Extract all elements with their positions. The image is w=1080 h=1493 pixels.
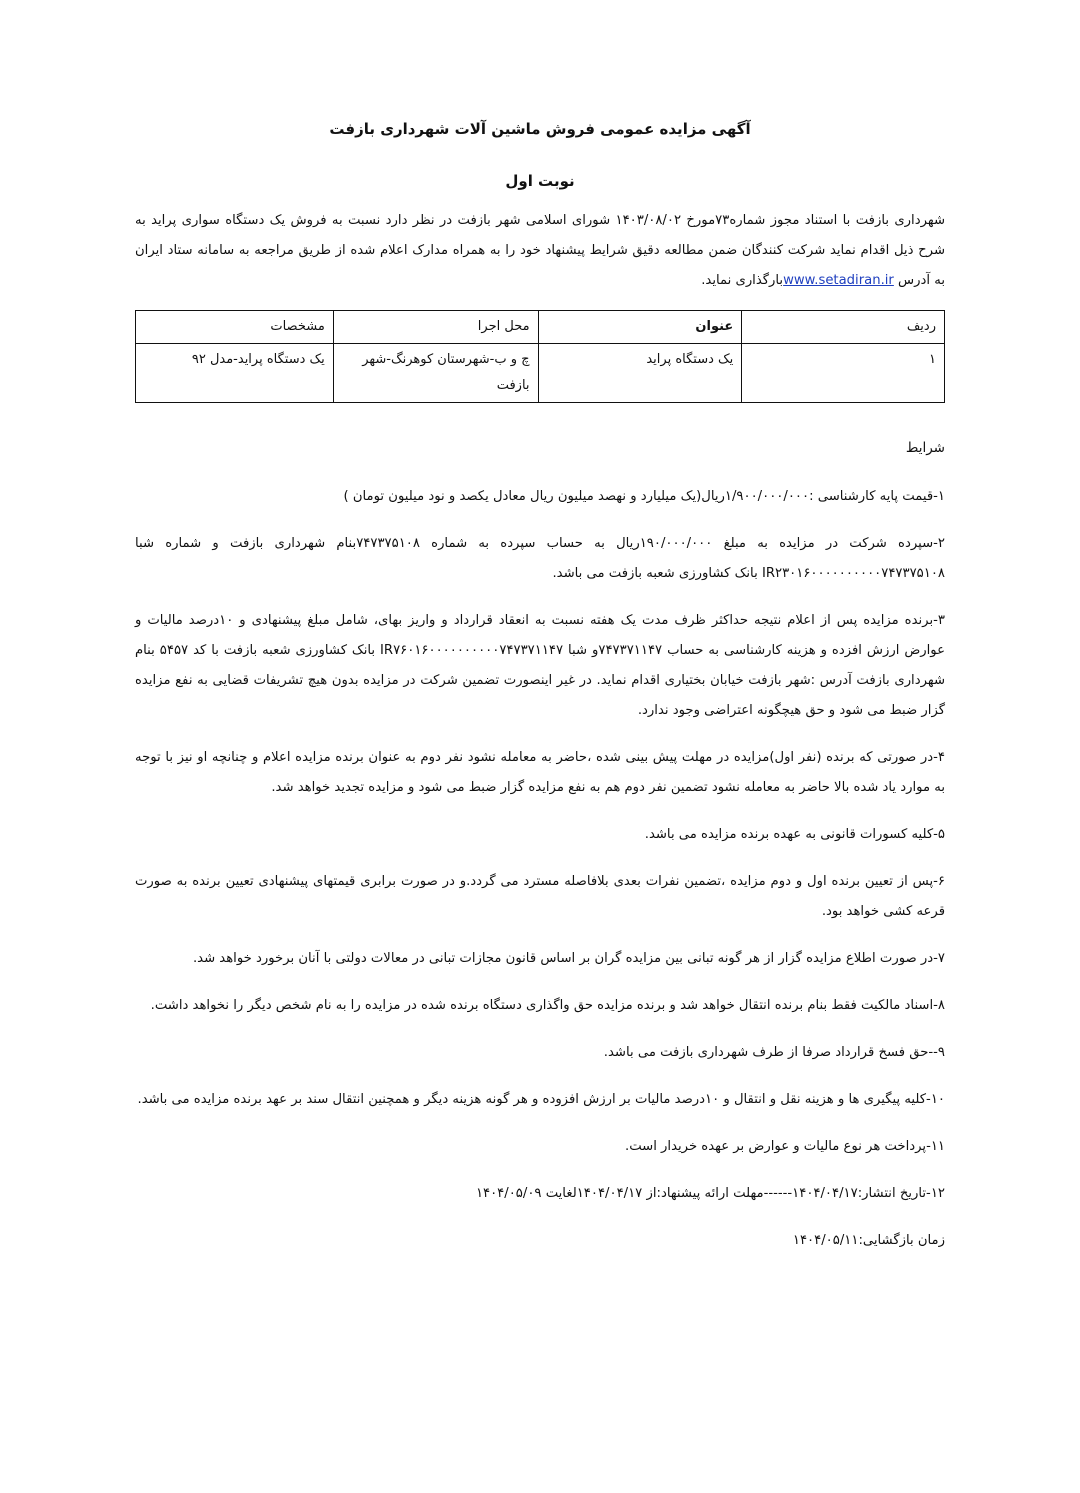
document-subtitle: نوبت اول: [505, 172, 575, 190]
cell-location: چ و ب-شهرستان کوهرنگ-شهر بازفت: [333, 344, 538, 403]
cell-title: یک دستگاه پراید: [538, 344, 742, 403]
condition-item: ۵-کلیه کسورات قانونی به عهده برنده مزایده می باشد.: [644, 827, 945, 842]
header-title: عنوان: [538, 311, 742, 344]
table-header-row: [136, 311, 945, 344]
cell-row-number: ۱: [742, 344, 945, 403]
condition-item: ۳-برنده مزایده پس از اعلام نتیجه حداکثر ظرف مدت یک هفته نسبت به انعقاد قرارداد و واریز بهای، شامل مبلغ پیشنهادی و ۱۰درصد مالیات و عوارض ارزش افزده و هزینه کارشناسی به حساب ۷۴۷۳۷۱۱۴۷و شبا IR۷۶۰۱۶۰۰۰۰۰۰۰۰۰۰۷۴۷۳۷۱۱۴۷ بانک کشاورزی شعبه بازفت با کد ۵۴۵۷ بنام شهرداری بازفت آدرس :شهر بازفت خیابان بختیاری اقدام نماید. در غیر اینصورت تضمین شرکت در مزایده بدون هیچ تشریفات قضایی به نفع مزایده گزار ضبط می شود و حق هیچگونه اعتراضی وجود ندارد.: [135, 613, 945, 718]
condition-item: ۹--حق فسخ قرارداد صرفا از طرف شهرداری بازفت می باشد.: [603, 1045, 945, 1060]
condition-item: ۸-اسناد مالکیت فقط بنام برنده انتقال خواهد شد و برنده مزایده حق واگذاری دستگاه برنده شده در مزایده را به نام شخص دیگر را نخواهد داشت.: [150, 998, 945, 1013]
intro-text-end: بارگذاری نماید.: [701, 273, 784, 288]
intro-paragraph: [135, 206, 945, 296]
cell-specs: یک دستگاه پراید-مدل ۹۲: [136, 344, 334, 403]
header-row-number: ردیف: [742, 311, 945, 344]
setadiran-link[interactable]: www.setadiran.ir: [783, 273, 894, 288]
condition-item: ۷-در صورت اطلاع مزایده گزار از هر گونه تبانی بین مزایده گران بر اساس قانون مجازات تبانی در معالات دولتی با آنان برخورد خواهد شد.: [192, 951, 945, 966]
condition-item: ۱۰-کلیه پیگیری ها و هزینه نقل و انتقال و ۱۰درصد مالیات بر ارزش افزوده و هر گونه هزینه دیگر و همچنین انتقال سند بر عهد برنده مزایده می باشد.: [137, 1092, 945, 1107]
intro-text: شهرداری بازفت با استناد مجوز شماره۷۳مورخ ۱۴۰۳/۰۸/۰۲ شورای اسلامی شهر بازفت در نظر دارد نسبت به فروش یک دستگاه سواری پراید به شرح ذیل اقدام نماید شرکت کنندگان ضمن مطالعه دقیق شرایط پیشنهاد خود را به همراه مدارک اعلام شده از طریق مراجعه به سامانه ستاد ایران به آدرس: [135, 213, 945, 288]
conditions-list: [135, 482, 945, 1273]
condition-item: ۴-در صورتی که برنده (نفر اول)مزایده در مهلت پیش بینی شده ،حاضر به معامله نشود نفر دوم به عنوان برنده مزایده اعلام و چنانچه او نیز با توجه به موارد یاد شده بالا حاضر به معامله نشود تضمین نفر دوم هم به نفع مزایده گزار ضبط می شود و مزایده تجدید خواهد شد.: [135, 750, 945, 795]
opening-time: زمان بازگشایی:۱۴۰۴/۰۵/۱۱: [792, 1233, 945, 1248]
condition-item: ۱۱-پرداخت هر نوع مالیات و عوارض بر عهده خریدار است.: [625, 1139, 945, 1154]
condition-item: ۶-پس از تعیین برنده اول و دوم مزایده ،تضمین نفرات بعدی بلافاصله مسترد می گردد.و در صورت برابری قیمتهای پیشنهادی تعیین برنده به صورت قرعه کشی خواهد بود.: [135, 874, 945, 919]
conditions-heading: شرایط: [905, 440, 945, 456]
document-title: آگهی مزایده عمومی فروش ماشین آلات شهرداری بازفت: [329, 120, 751, 138]
header-specs: مشخصات: [136, 311, 334, 344]
condition-item: ۱-قیمت پایه کارشناسی :۱/۹۰۰/۰۰۰/۰۰۰ریال(یک میلیارد و نهصد میلیون ریال معادل یکصد و نود میلیون تومان ): [343, 489, 945, 504]
header-location: محل اجرا: [333, 311, 538, 344]
condition-item: ۱۲-تاریخ انتشار:۱۴۰۴/۰۴/۱۷------مهلت ارائه پیشنهاد:از ۱۴۰۴/۰۴/۱۷لغایت ۱۴۰۴/۰۵/۰۹: [475, 1186, 945, 1201]
items-table: [135, 310, 945, 403]
table-row: [136, 344, 945, 403]
condition-item: ۲-سپرده شرکت در مزایده به مبلغ ۱۹۰/۰۰۰/۰۰۰ریال به حساب سپرده به شماره ۷۴۷۳۷۵۱۰۸بنام شهرداری بازفت و شماره شبا IR۲۳۰۱۶۰۰۰۰۰۰۰۰۰۰۷۴۷۳۷۵۱۰۸ بانک کشاورزی شعبه بازفت می باشد.: [135, 536, 946, 581]
